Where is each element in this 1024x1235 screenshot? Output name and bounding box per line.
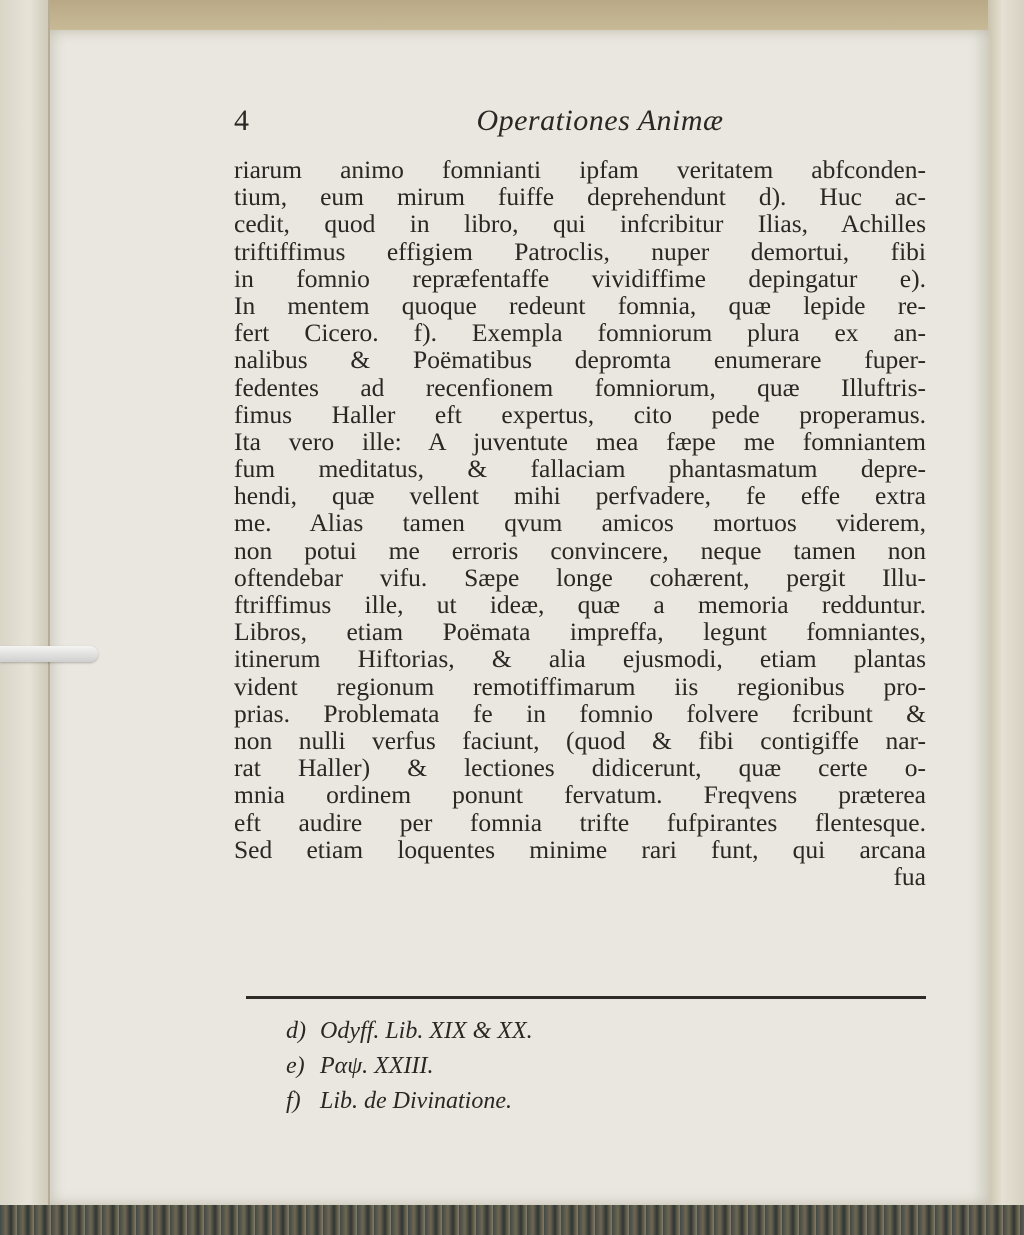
- text-line: fimus Haller eft expertus, cito pede properamus.: [234, 399, 926, 429]
- text-line: Libros, etiam Poëmata impreffa, legunt fomniantes,: [234, 617, 926, 647]
- footnote: [286, 1049, 886, 1084]
- running-title: Operationes Animæ: [476, 104, 724, 137]
- text-line: prias. Problemata fe in fomnio folvere fcribunt &: [234, 698, 926, 728]
- catchword: fua: [893, 861, 926, 891]
- text-line: In mentem quoque redeunt fomnia, quæ lepide re-: [234, 290, 926, 320]
- text-line: riarum animo fomnianti ipfam veritatem abfconden-: [234, 155, 926, 184]
- left-page-stack: [0, 0, 50, 1235]
- footnote-rule: [246, 996, 926, 999]
- footnote: [286, 1014, 886, 1049]
- right-page-stack: [988, 0, 1024, 1235]
- text-line: oftendebar vifu. Sæpe longe cohærent, pergit Illu-: [234, 562, 926, 592]
- book-bottom-edge: [0, 1205, 1024, 1235]
- text-line: in fomnio repræfentaffe vividiffime depingatur e).: [234, 263, 926, 293]
- body-text: [234, 156, 926, 890]
- footnote-mark: d): [286, 1018, 306, 1044]
- text-line: tium, eum mirum fuiffe deprehendunt d). Huc ac-: [234, 182, 926, 212]
- footnote-mark: e): [286, 1053, 305, 1079]
- page-number: 4: [234, 104, 249, 137]
- text-line: eft audire per fomnia trifte fufpirantes flentesque.: [234, 807, 926, 837]
- text-line: nalibus & Poëmatibus depromta enumerare fuper-: [234, 345, 926, 375]
- text-line: mnia ordinem ponunt fervatum. Freqvens præterea: [234, 780, 926, 810]
- text-line: hendi, quæ vellent mihi perfvadere, fe effe extra: [234, 481, 926, 511]
- text-line: non potui me erroris convincere, neque tamen non: [234, 535, 926, 565]
- text-line: non nulli verfus faciunt, (quod & fibi contigiffe nar-: [234, 725, 926, 755]
- footnote-text: Lib. de Divinatione.: [320, 1088, 512, 1114]
- bookmark-ribbon: [0, 646, 98, 662]
- text-line: Ita vero ille: A juventute mea fæpe me fomniantem: [234, 426, 926, 456]
- text-line: itinerum Hiftorias, & alia ejusmodi, etiam plantas: [234, 644, 926, 674]
- text-line: cedit, quod in libro, qui infcribitur Ilias, Achilles: [234, 209, 926, 239]
- text-line: me. Alias tamen qvum amicos mortuos viderem,: [234, 508, 926, 538]
- footnote: [286, 1084, 886, 1119]
- footnotes: [286, 1014, 886, 1119]
- text-line: fert Cicero. f). Exempla fomniorum plura ex an-: [234, 318, 926, 348]
- text-line: fum meditatus, & fallaciam phantasmatum depre-: [234, 454, 926, 484]
- text-line: ftriffimus ille, ut ideæ, quæ a memoria redduntur.: [234, 590, 926, 619]
- text-line: fedentes ad recenfionem fomniorum, quæ Illuftris-: [234, 372, 926, 402]
- running-head: [234, 104, 926, 144]
- footnote-mark: f): [286, 1088, 301, 1114]
- text-line: vident regionum remotiffimarum iis regionibus pro-: [234, 671, 926, 701]
- footnote-text: Ραψ. XXIII.: [320, 1053, 434, 1079]
- text-line: triftiffimus effigiem Patroclis, nuper demortui, fibi: [234, 236, 926, 266]
- text-line: rat Haller) & lectiones didicerunt, quæ certe o-: [234, 753, 926, 783]
- footnote-text: Odyff. Lib. XIX & XX.: [320, 1018, 533, 1044]
- book-top-edge: [0, 0, 1024, 32]
- text-line: Sed etiam loquentes minime rari funt, qui arcana: [234, 834, 926, 864]
